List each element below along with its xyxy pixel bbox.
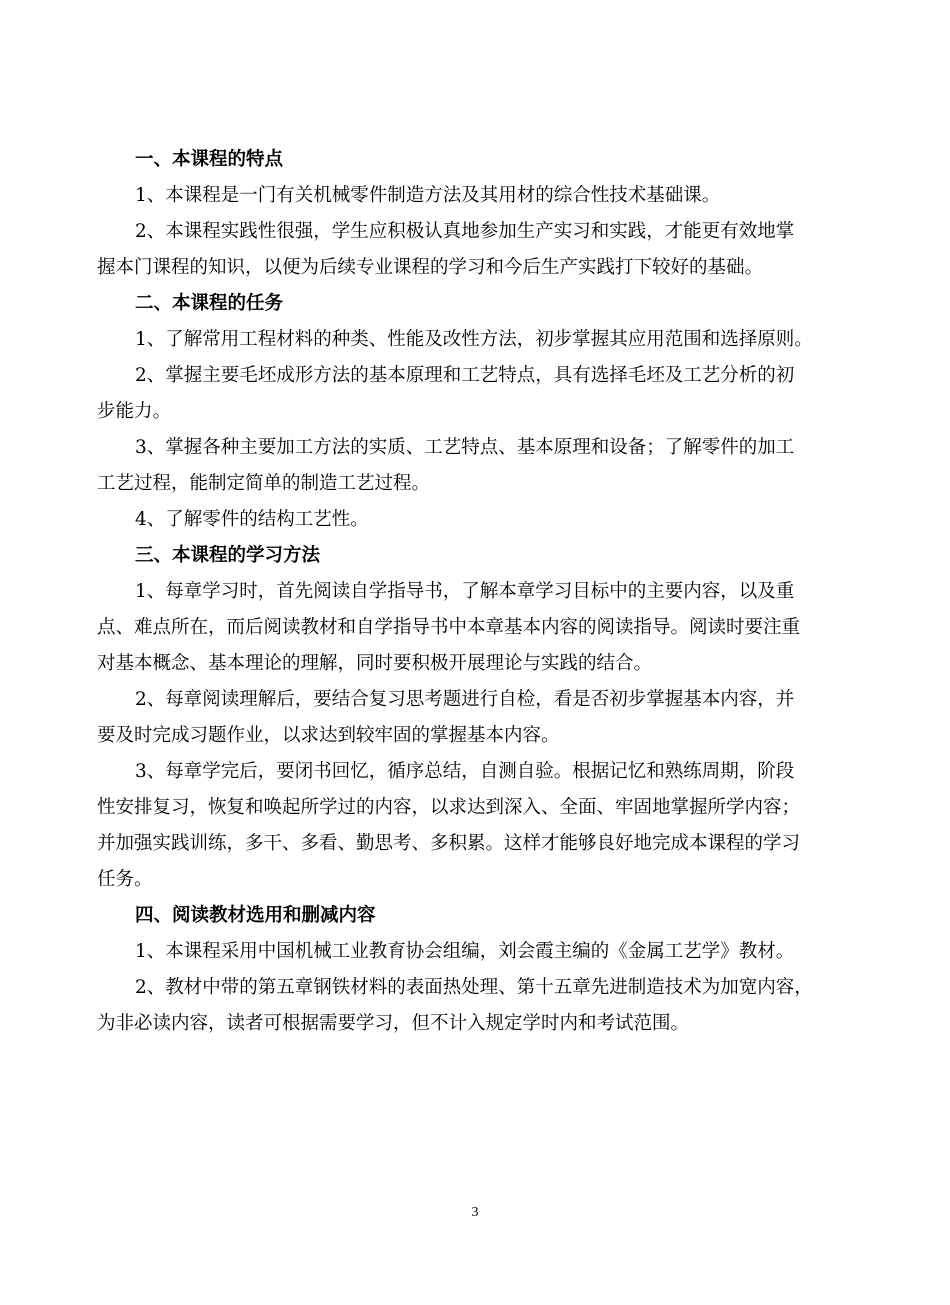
paragraph-line: 2、掌握主要毛坯成形方法的基本原理和工艺特点，具有选择毛坯及工艺分析的初 — [135, 365, 795, 386]
paragraph-line: 2、教材中带的第五章钢铁材料的表面热处理、第十五章先进制造技术为加宽内容， — [135, 977, 813, 998]
paragraph-line: 4、了解零件的结构工艺性。 — [135, 509, 369, 530]
document-body — [97, 142, 857, 1042]
paragraph-line: 工艺过程，能制定简单的制造工艺过程。 — [97, 473, 431, 494]
page-number: 3 — [471, 1205, 479, 1220]
paragraph-line: 3、每章学完后，要闭书回忆，循序总结，自测自验。根据记忆和熟练周期，阶段 — [135, 761, 795, 782]
paragraph-line: 1、本课程是一门有关机械零件制造方法及其用材的综合性技术基础课。 — [135, 185, 721, 206]
paragraph-line: 3、掌握各种主要加工方法的实质、工艺特点、基本原理和设备；了解零件的加工 — [135, 437, 795, 458]
paragraph-line: 1、每章学习时，首先阅读自学指导书，了解本章学习目标中的主要内容，以及重 — [135, 581, 795, 602]
paragraph-line: 并加强实践训练，多干、多看、勤思考、多积累。这样才能够良好地完成本课程的学习 — [97, 833, 801, 854]
paragraph-line: 2、每章阅读理解后，要结合复习思考题进行自检，看是否初步掌握基本内容，并 — [135, 689, 795, 710]
paragraph-line: 1、本课程采用中国机械工业教育协会组编，刘会霞主编的《金属工艺学》教材。 — [135, 941, 795, 962]
paragraph-line: 握本门课程的知识，以便为后续专业课程的学习和今后生产实践打下较好的基础。 — [97, 257, 764, 278]
section-heading: 三、本课程的学习方法 — [135, 545, 321, 566]
paragraph-line: 任务。 — [97, 869, 153, 890]
section-heading: 四、阅读教材选用和删减内容 — [135, 905, 376, 926]
paragraph-line: 性安排复习，恢复和唤起所学过的内容，以求达到深入、全面、牢固地掌握所学内容； — [97, 797, 801, 818]
paragraph-line: 对基本概念、基本理论的理解，同时要积极开展理论与实践的结合。 — [97, 653, 653, 674]
paragraph-line: 1、了解常用工程材料的种类、性能及改性方法，初步掌握其应用范围和选择原则。 — [135, 329, 813, 350]
paragraph-line: 为非必读内容，读者可根据需要学习，但不计入规定学时内和考试范围。 — [97, 1013, 690, 1034]
section-heading: 二、本课程的任务 — [135, 293, 284, 314]
paragraph-line: 2、本课程实践性很强，学生应积极认真地参加生产实习和实践，才能更有效地掌 — [135, 221, 795, 242]
paragraph-line: 要及时完成习题作业，以求达到较牢固的掌握基本内容。 — [97, 725, 560, 746]
section-heading: 一、本课程的特点 — [135, 149, 284, 170]
paragraph-line: 点、难点所在，而后阅读教材和自学指导书中本章基本内容的阅读指导。阅读时要注重 — [97, 617, 801, 638]
paragraph-line: 步能力。 — [97, 401, 172, 422]
